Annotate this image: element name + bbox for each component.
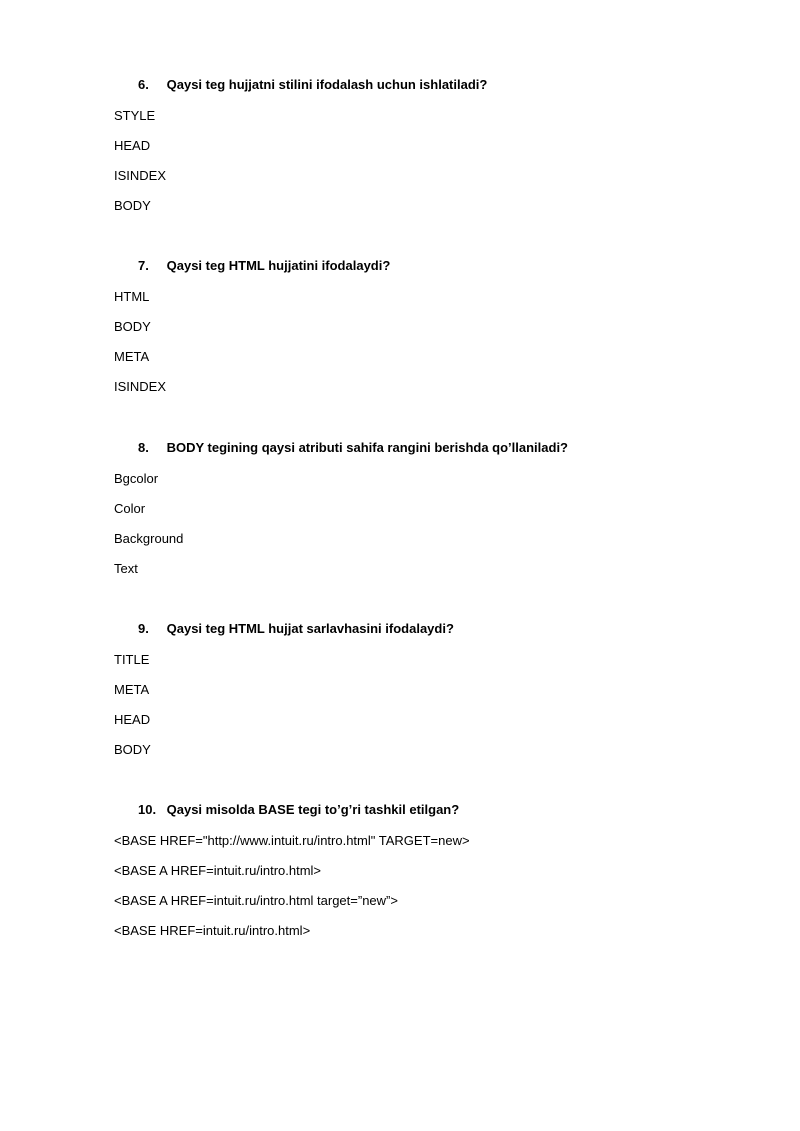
option-8b: Color: [114, 501, 146, 516]
question-7: [138, 258, 390, 274]
question-number: 8.: [138, 440, 149, 455]
option-10d: <BASE HREF=intuit.ru/intro.html>: [114, 923, 311, 938]
question-9: [138, 621, 454, 637]
option-8d: Text: [114, 561, 138, 576]
question-number: 7.: [138, 258, 149, 273]
option-10b: <BASE A HREF=intuit.ru/intro.html>: [114, 863, 322, 878]
question-number: 9.: [138, 621, 149, 636]
option-6d: BODY: [114, 198, 151, 213]
option-7d: ISINDEX: [114, 379, 167, 394]
option-7c: META: [114, 349, 150, 364]
question-8: [138, 440, 568, 456]
option-10a: <BASE HREF="http://www.intuit.ru/intro.html" TARGET=new>: [114, 833, 470, 848]
option-8a: Bgcolor: [114, 471, 159, 486]
question-number: 10.: [138, 802, 157, 817]
question-number: 6.: [138, 77, 149, 92]
option-9a: TITLE: [114, 652, 150, 667]
question-10: [138, 802, 459, 818]
option-7b: BODY: [114, 319, 151, 334]
option-8c: Background: [114, 531, 184, 546]
option-6b: HEAD: [114, 138, 151, 153]
question-text: Qaysi teg HTML hujjat sarlavhasini ifodalaydi?: [166, 621, 454, 636]
option-7a: HTML: [114, 289, 150, 304]
option-6c: ISINDEX: [114, 168, 167, 183]
option-9d: BODY: [114, 742, 151, 757]
question-text: Qaysi teg HTML hujjatini ifodalaydi?: [166, 258, 391, 273]
question-6: [138, 77, 487, 93]
question-text: BODY tegining qaysi atributi sahifa rangini berishda qo’llaniladi?: [166, 440, 568, 455]
option-6a: STYLE: [114, 108, 156, 123]
option-9c: HEAD: [114, 712, 151, 727]
option-10c: <BASE A HREF=intuit.ru/intro.html target=”new”>: [114, 893, 398, 908]
option-9b: META: [114, 682, 150, 697]
question-text: Qaysi teg hujjatni stilini ifodalash uchun ishlatiladi?: [166, 77, 488, 92]
question-text: Qaysi misolda BASE tegi to’g’ri tashkil etilgan?: [166, 802, 460, 817]
